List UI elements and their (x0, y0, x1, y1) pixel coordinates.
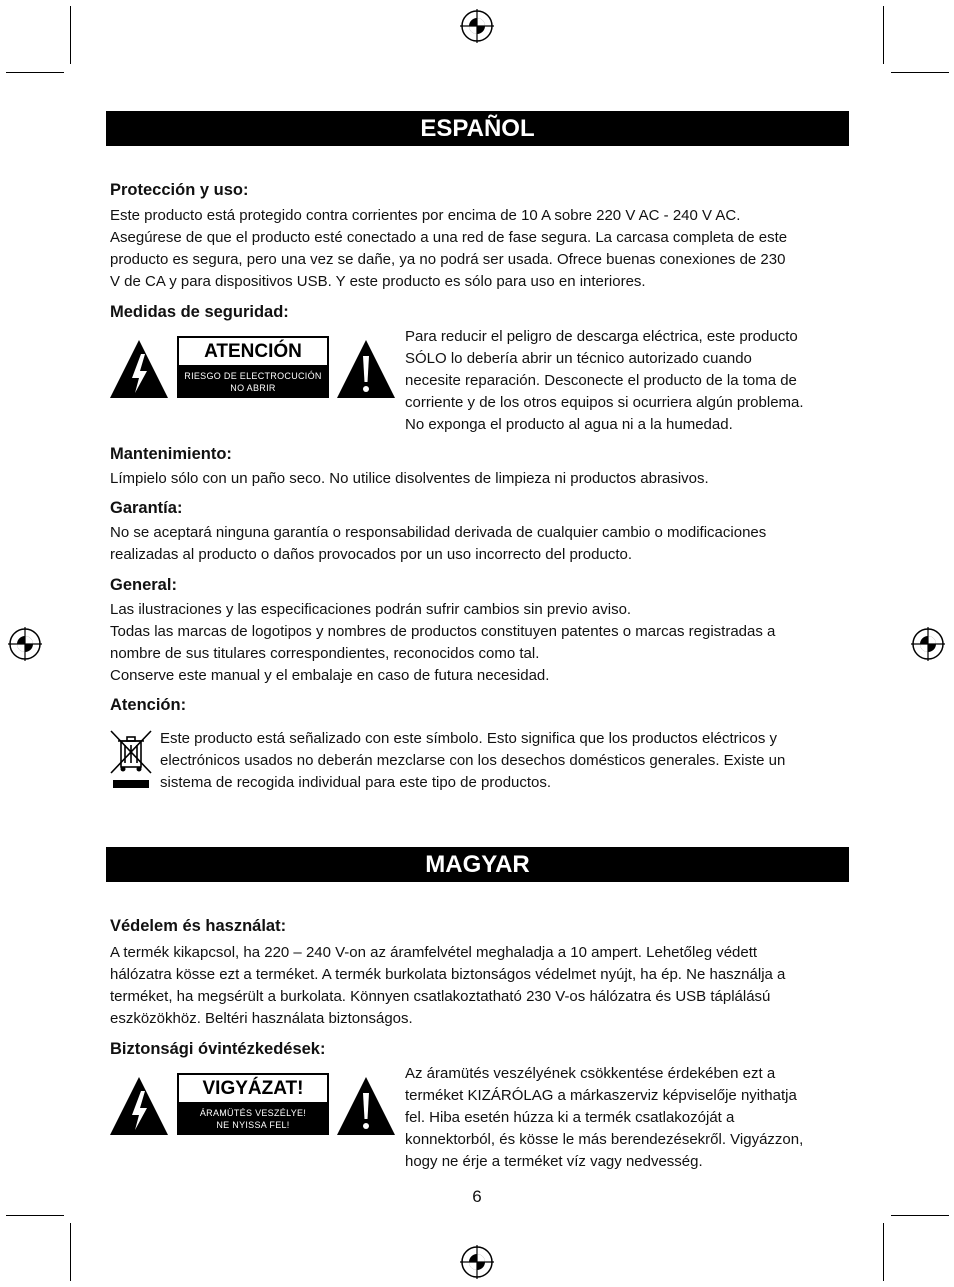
lightning-warning-icon (108, 1075, 170, 1137)
text-line: Az áramütés veszélyének csökkentése érdekében ezt a (405, 1065, 776, 1082)
heading-proteccion: Protección y uso: (110, 181, 249, 199)
warning-label-line: RIESGO DE ELECTROCUCIÓN (184, 371, 322, 381)
exclamation-warning-icon (335, 1075, 397, 1137)
paragraph-proteccion (110, 205, 787, 293)
paragraph-biztonsagi (405, 1063, 803, 1173)
paragraph-garantia (110, 522, 766, 566)
heading-general: General: (110, 576, 177, 594)
exclamation-warning-icon (335, 338, 397, 400)
section-banner-magyar: MAGYAR (106, 847, 849, 882)
warning-label-title: VIGYÁZAT! (179, 1075, 327, 1102)
page-number: 6 (472, 1187, 482, 1206)
text-line: A termék kikapcsol, ha 220 – 240 V-on az áramfelvétel meghaladja a 10 ampert. Lehetőleg védett (110, 944, 758, 961)
text-line: nombre de sus titulares correspondientes, reconocidos como tal. (110, 645, 540, 662)
warning-label-title: ATENCIÓN (179, 338, 327, 365)
paragraph-vedelem (110, 942, 785, 1030)
text-line: No se aceptará ninguna garantía o responsabilidad derivada de cualquier cambio o modificaciones (110, 524, 767, 541)
paragraph-mantenimiento (110, 468, 709, 490)
text-line: necesite reparación. Desconecte el producto de la toma de (405, 372, 797, 389)
text-line: producto es segura, pero una vez se dañe, ya no podrá ser usada. Ofrece buenas conexiones de 230 (110, 251, 786, 268)
warning-label-vigyazat (177, 1073, 329, 1135)
crop-mark (70, 6, 71, 64)
crop-mark (891, 1215, 949, 1216)
paragraph-atencion (160, 728, 785, 794)
text-line: hálózatra kösse ezt a terméket. A termék burkolata biztonságos védelmet nyújt, ha ép. Ne használja a (110, 966, 786, 983)
warning-label-line: NO ABRIR (230, 383, 276, 393)
warning-label-line: NE NYISSA FEL! (216, 1120, 290, 1130)
paragraph-seguridad (405, 326, 804, 436)
text-line: Este producto está protegido contra corrientes por encima de 10 A sobre 220 V AC - 240 V AC. (110, 207, 741, 224)
registration-mark-icon (8, 627, 42, 661)
text-line: Límpielo sólo con un paño seco. No utilice disolventes de limpieza ni productos abrasivos. (110, 470, 709, 487)
text-line: corriente y de los otros equipos si ocurriera algún problema. (405, 394, 804, 411)
text-line: hogy ne érje a terméket víz vagy nedvesség. (405, 1153, 703, 1170)
registration-mark-icon (460, 9, 494, 43)
warning-label-atencion (177, 336, 329, 398)
crop-mark (891, 72, 949, 73)
crop-mark (6, 1215, 64, 1216)
text-line: Conserve este manual y el embalaje en caso de futura necesidad. (110, 667, 550, 684)
weee-bin-icon (109, 729, 153, 791)
registration-mark-icon (911, 627, 945, 661)
crop-mark (883, 1223, 884, 1281)
text-line: Todas las marcas de logotipos y nombres de productos constituyen patentes o marcas registradas a (110, 623, 776, 640)
text-line: electrónicos usados no deberán mezclarse con los desechos domésticos generales. Existe un (160, 752, 786, 769)
text-line: No exponga el producto al agua ni a la humedad. (405, 416, 733, 433)
registration-mark-icon (460, 1245, 494, 1279)
text-line: terméket KIZÁRÓLAG a márkaszerviz képviselője nyithatja (405, 1087, 797, 1104)
text-line: realizadas al producto o daños provocados por un uso incorrecto del producto. (110, 546, 632, 563)
paragraph-general (110, 599, 775, 687)
heading-biztonsagi: Biztonsági óvintézkedések: (110, 1040, 326, 1058)
heading-atencion: Atención: (110, 696, 187, 714)
heading-mantenimiento: Mantenimiento: (110, 445, 232, 463)
heading-seguridad: Medidas de seguridad: (110, 303, 289, 321)
crop-mark (70, 1223, 71, 1281)
lightning-warning-icon (108, 338, 170, 400)
warning-label-line: ÁRAMÜTÉS VESZÉLYE! (199, 1108, 307, 1118)
heading-vedelem: Védelem és használat: (110, 917, 287, 935)
crop-mark (6, 72, 64, 73)
text-line: Para reducir el peligro de descarga eléctrica, este producto (405, 328, 798, 345)
section-banner-espanol: ESPAÑOL (106, 111, 849, 146)
text-line: konnektorból, és kösse le más berendezésekről. Vigyázzon, (405, 1131, 804, 1148)
crop-mark (883, 6, 884, 64)
text-line: Este producto está señalizado con este símbolo. Esto significa que los productos eléctricos y (160, 730, 777, 747)
text-line: Las ilustraciones y las especificaciones podrán sufrir cambios sin previo aviso. (110, 601, 632, 618)
text-line: V de CA y para dispositivos USB. Y este producto es sólo para uso en interiores. (110, 273, 646, 290)
text-line: eszközökhöz. Beltéri használata biztonságos. (110, 1010, 413, 1027)
heading-garantia: Garantía: (110, 499, 183, 517)
text-line: terméket, ha megsérült a burkolata. Könnyen csatlakoztatható 230 V-os hálózatra és USB táplálású (110, 988, 771, 1005)
text-line: fel. Hiba esetén húzza ki a termék csatlakozóját a (405, 1109, 735, 1126)
text-line: sistema de recogida individual para este tipo de productos. (160, 774, 552, 791)
text-line: SÓLO lo debería abrir un técnico autorizado cuando (405, 350, 752, 367)
text-line: Asegúrese de que el producto esté conectado a una red de fase segura. La carcasa completa de este (110, 229, 788, 246)
